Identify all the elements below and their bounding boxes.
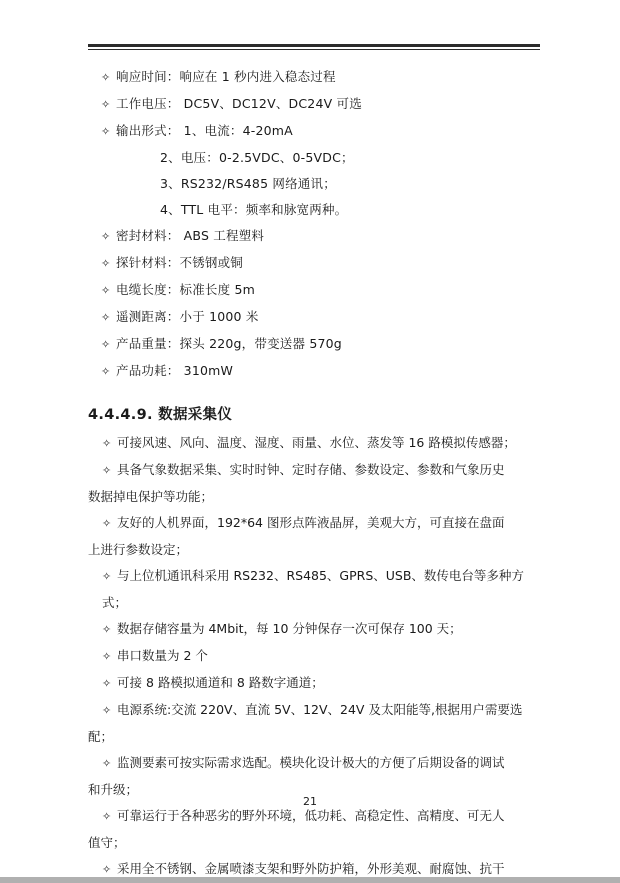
- diamond-bullet-icon: ✧: [101, 338, 111, 351]
- spec-item-text: 工作电压： DC5V、DC12V、DC24V 可选: [116, 96, 362, 111]
- diamond-bullet-icon: ✧: [101, 311, 111, 324]
- feature-item-text: 友好的人机界面，192*64 图形点阵液晶屏，美观大方，可直接在盘面: [117, 515, 505, 530]
- feature-item-text: 串口数量为 2 个: [117, 648, 208, 663]
- spec-subitem-text: 3、RS232/RS485 网络通讯；: [160, 176, 336, 191]
- page-number: 21: [303, 795, 317, 808]
- diamond-bullet-icon: ✧: [101, 365, 111, 378]
- diamond-bullet-icon: ✧: [102, 863, 112, 876]
- feature-item-text: 数据存储容量为 4Mbit，每 10 分钟保存一次可保存 100 天；: [117, 621, 462, 636]
- spec-subitem: [88, 145, 540, 171]
- spec-item: [88, 331, 540, 358]
- spec-item: [88, 118, 540, 145]
- section-heading: 4.4.4.9. 数据采集仪: [88, 407, 233, 423]
- spec-item-text: 响应时间：响应在 1 秒内进入稳态过程: [116, 69, 336, 84]
- spec-item: [88, 64, 540, 91]
- feature-item-text: 可接风速、风向、温度、湿度、雨量、水位、蒸发等 16 路模拟传感器；: [117, 435, 516, 450]
- diamond-bullet-icon: ✧: [101, 71, 111, 84]
- spec-item-text: 产品功耗： 310mW: [116, 363, 234, 378]
- spec-item: [88, 91, 540, 118]
- page-content: [88, 44, 540, 883]
- spec-item: [88, 250, 540, 277]
- feature-item-text: 监测要素可按实际需求选配。模块化设计极大的方便了后期设备的调试: [117, 755, 505, 770]
- diamond-bullet-icon: ✧: [102, 437, 112, 450]
- diamond-bullet-icon: ✧: [102, 517, 112, 530]
- feature-item-continuation: 上进行参数设定；: [88, 542, 189, 557]
- diamond-bullet-icon: ✧: [101, 230, 111, 243]
- diamond-bullet-icon: ✧: [102, 464, 112, 477]
- diamond-bullet-icon: ✧: [102, 623, 112, 636]
- feature-item: [88, 457, 540, 484]
- spec-item: [88, 304, 540, 331]
- feature-item-continuation: 数据掉电保护等功能；: [88, 489, 214, 504]
- diamond-bullet-icon: ✧: [102, 650, 112, 663]
- diamond-bullet-icon: ✧: [101, 257, 111, 270]
- feature-item: [88, 697, 540, 724]
- spec-item-text: 密封材料： ABS 工程塑料: [116, 228, 265, 243]
- feature-item-text: 具备气象数据采集、实时时钟、定时存储、参数设定、参数和气象历史: [117, 462, 505, 477]
- feature-item-continuation: 和升级；: [88, 782, 139, 797]
- diamond-bullet-icon: ✧: [102, 570, 112, 583]
- spec-item-text: 产品重量：探头 220g，带变送器 570g: [116, 336, 342, 351]
- feature-item: [88, 856, 540, 883]
- feature-item: [88, 670, 540, 697]
- diamond-bullet-icon: ✧: [102, 810, 112, 823]
- spec-item-text: 遥测距离：小于 1000 米: [116, 309, 259, 324]
- spec-subitem: [88, 197, 540, 223]
- feature-item: [88, 430, 540, 457]
- spec-subitem: [88, 171, 540, 197]
- spec-subitem-text: 2、电压：0-2.5VDC、0-5VDC；: [160, 150, 354, 165]
- spec-item: [88, 358, 540, 385]
- header-rule: [88, 44, 540, 50]
- diamond-bullet-icon: ✧: [101, 98, 111, 111]
- diamond-bullet-icon: ✧: [101, 284, 111, 297]
- spec-item: [88, 223, 540, 250]
- feature-item-text: 可靠运行于各种恶劣的野外环境，低功耗、高稳定性、高精度、可无人: [117, 808, 505, 823]
- feature-item: [88, 563, 540, 616]
- feature-item: [88, 510, 540, 537]
- feature-item-continuation: 配；: [88, 729, 114, 744]
- spec-item-text: 探针材料：不锈钢或铜: [116, 255, 244, 270]
- feature-item: [88, 643, 540, 670]
- spec-item-text: 电缆长度：标准长度 5m: [116, 282, 256, 297]
- diamond-bullet-icon: ✧: [102, 677, 112, 690]
- feature-item-text: 与上位机通讯科采用 RS232、RS485、GPRS、USB、数传电台等多种方式；: [102, 568, 524, 610]
- diamond-bullet-icon: ✧: [102, 757, 112, 770]
- feature-item-text: 电源系统:交流 220V、直流 5V、12V、24V 及太阳能等,根据用户需要选: [117, 702, 523, 717]
- feature-item: [88, 616, 540, 643]
- spec-item-text: 输出形式： 1、电流：4-20mA: [116, 123, 293, 138]
- feature-item-text: 可接 8 路模拟通道和 8 路数字通道；: [117, 675, 324, 690]
- diamond-bullet-icon: ✧: [102, 704, 112, 717]
- spec-item: [88, 277, 540, 304]
- feature-item-text: 采用全不锈钢、金属喷漆支架和野外防护箱，外形美观、耐腐蚀、抗干: [117, 861, 505, 876]
- diamond-bullet-icon: ✧: [101, 125, 111, 138]
- feature-item: [88, 750, 540, 777]
- spec-subitem-text: 4、TTL 电平：频率和脉宽两种。: [160, 202, 348, 217]
- feature-item-continuation: 值守；: [88, 835, 126, 850]
